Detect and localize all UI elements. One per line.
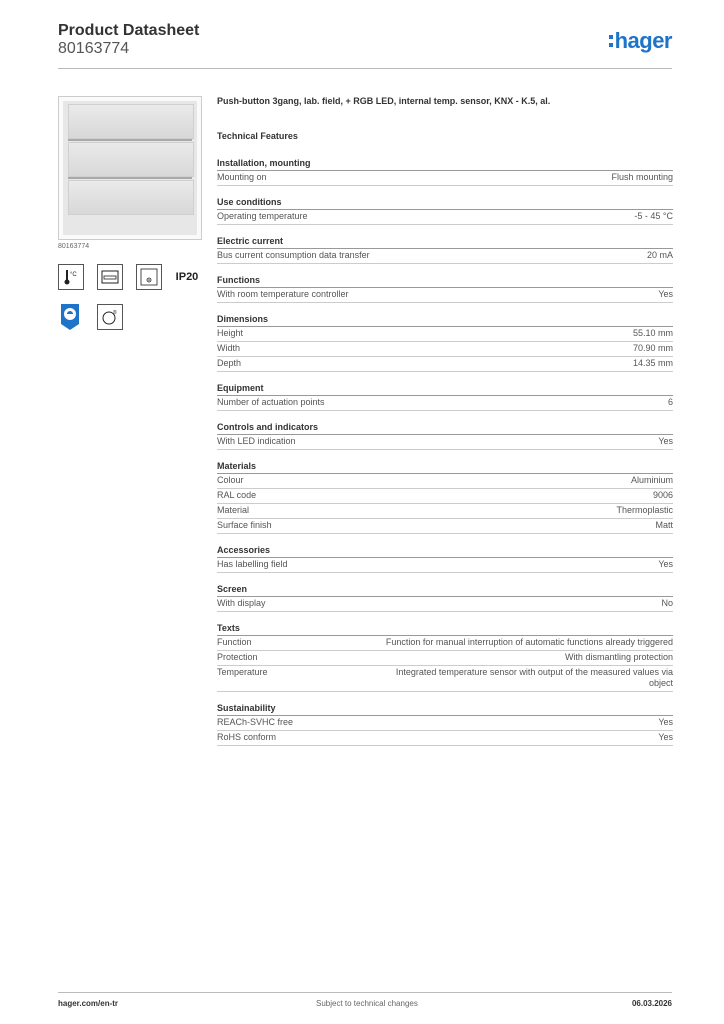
feature-value: No xyxy=(661,598,673,608)
feature-section xyxy=(217,196,673,225)
feature-value: 20 mA xyxy=(646,250,673,260)
feature-label: Operating temperature xyxy=(217,211,308,221)
feature-section xyxy=(217,622,673,692)
feature-row xyxy=(217,210,673,225)
feature-label: With LED indication xyxy=(217,436,296,446)
svg-text:®: ® xyxy=(113,310,117,316)
feature-row xyxy=(217,327,673,342)
feature-value: 55.10 mm xyxy=(632,328,673,338)
feature-row xyxy=(217,636,673,651)
section-title: Dimensions xyxy=(217,313,673,327)
feature-label: Protection xyxy=(217,652,258,662)
feature-section xyxy=(217,274,673,303)
feature-label: Depth xyxy=(217,358,242,368)
feature-value: Yes xyxy=(658,732,673,742)
svg-text:°C: °C xyxy=(70,272,77,278)
feature-row xyxy=(217,249,673,264)
feature-row xyxy=(217,288,673,303)
feature-section xyxy=(217,157,673,186)
feature-label: Number of actuation points xyxy=(217,397,325,407)
feature-label: Mounting on xyxy=(217,172,267,182)
feature-value: 70.90 mm xyxy=(632,343,673,353)
footer-note: Subject to technical changes xyxy=(316,999,418,1008)
feature-label: REACh-SVHC free xyxy=(217,717,294,727)
header-divider xyxy=(58,68,672,69)
feature-row xyxy=(217,597,673,612)
feature-row xyxy=(217,731,673,746)
feature-label: With display xyxy=(217,598,266,608)
feature-value: -5 - 45 °C xyxy=(634,211,673,221)
section-title: Functions xyxy=(217,274,673,288)
feature-section xyxy=(217,421,673,450)
feature-section xyxy=(217,313,673,372)
thermometer-icon xyxy=(58,264,84,290)
logo-text: hager xyxy=(614,28,672,53)
feature-value: Matt xyxy=(655,520,673,530)
feature-section xyxy=(217,544,673,573)
feature-label: Material xyxy=(217,505,250,515)
feature-label: RoHS conform xyxy=(217,732,277,742)
feature-value: Yes xyxy=(658,289,673,299)
ip20-icon: IP20 xyxy=(175,271,199,283)
feature-value: Thermoplastic xyxy=(616,505,673,515)
feature-label: Bus current consumption data transfer xyxy=(217,250,370,260)
feature-value: Yes xyxy=(658,717,673,727)
section-title: Use conditions xyxy=(217,196,673,210)
feature-label: RAL code xyxy=(217,490,257,500)
feature-section xyxy=(217,235,673,264)
feature-row xyxy=(217,474,673,489)
hager-logo xyxy=(609,28,672,54)
product-image xyxy=(58,96,202,240)
feature-row xyxy=(217,435,673,450)
feature-row xyxy=(217,716,673,731)
eco-passport-icon xyxy=(58,302,82,332)
section-title: Texts xyxy=(217,622,673,636)
feature-row xyxy=(217,558,673,573)
section-title: Controls and indicators xyxy=(217,421,673,435)
feature-label: Height xyxy=(217,328,244,338)
technical-content xyxy=(217,96,673,756)
knx-connection-icon xyxy=(97,304,123,330)
page-title: Product Datasheet xyxy=(58,22,200,39)
product-image-caption: 80163774 xyxy=(58,243,90,250)
section-title: Electric current xyxy=(217,235,673,249)
section-title: Sustainability xyxy=(217,702,673,716)
feature-value: Flush mounting xyxy=(611,172,673,182)
feature-row xyxy=(217,651,673,666)
feature-value: Yes xyxy=(658,436,673,446)
feature-value: Yes xyxy=(658,559,673,569)
feature-label: Temperature xyxy=(217,667,268,677)
product-code: 80163774 xyxy=(58,40,130,57)
feature-value: 14.35 mm xyxy=(632,358,673,368)
feature-value: 6 xyxy=(667,397,673,407)
technical-features-title: Technical Features xyxy=(217,131,298,141)
feature-section xyxy=(217,460,673,534)
feature-label: With room temperature controller xyxy=(217,289,349,299)
feature-row xyxy=(217,666,673,692)
feature-row xyxy=(217,357,673,372)
logo-dots-icon xyxy=(609,33,613,49)
feature-row xyxy=(217,396,673,411)
feature-section xyxy=(217,702,673,746)
feature-row xyxy=(217,504,673,519)
section-title: Materials xyxy=(217,460,673,474)
feature-row xyxy=(217,171,673,186)
feature-label: Function xyxy=(217,637,252,647)
feature-value: Function for manual interruption of automatic functions already triggered xyxy=(385,637,673,647)
section-title: Installation, mounting xyxy=(217,157,673,171)
feature-value: Aluminium xyxy=(630,475,673,485)
feature-row xyxy=(217,519,673,534)
footer-divider xyxy=(58,992,672,993)
footer-date: 06.03.2026 xyxy=(631,999,672,1008)
feature-sections xyxy=(217,157,673,746)
section-title: Screen xyxy=(217,583,673,597)
feature-value: 9006 xyxy=(652,490,673,500)
display-icon xyxy=(97,264,123,290)
feature-label: Surface finish xyxy=(217,520,272,530)
feature-label: Width xyxy=(217,343,241,353)
sensor-icon xyxy=(136,264,162,290)
feature-section xyxy=(217,382,673,411)
feature-row xyxy=(217,342,673,357)
section-title: Equipment xyxy=(217,382,673,396)
product-description: Push-button 3gang, lab. field, + RGB LED, internal temp. sensor, KNX - K.5, al. xyxy=(217,96,551,106)
feature-value: Integrated temperature sensor with output of the measured values via object xyxy=(395,667,673,688)
feature-label: Has labelling field xyxy=(217,559,288,569)
feature-section xyxy=(217,583,673,612)
feature-row xyxy=(217,489,673,504)
footer-website[interactable]: hager.com/en-tr xyxy=(58,999,119,1008)
feature-label: Colour xyxy=(217,475,244,485)
section-title: Accessories xyxy=(217,544,673,558)
feature-value: With dismantling protection xyxy=(564,652,673,662)
